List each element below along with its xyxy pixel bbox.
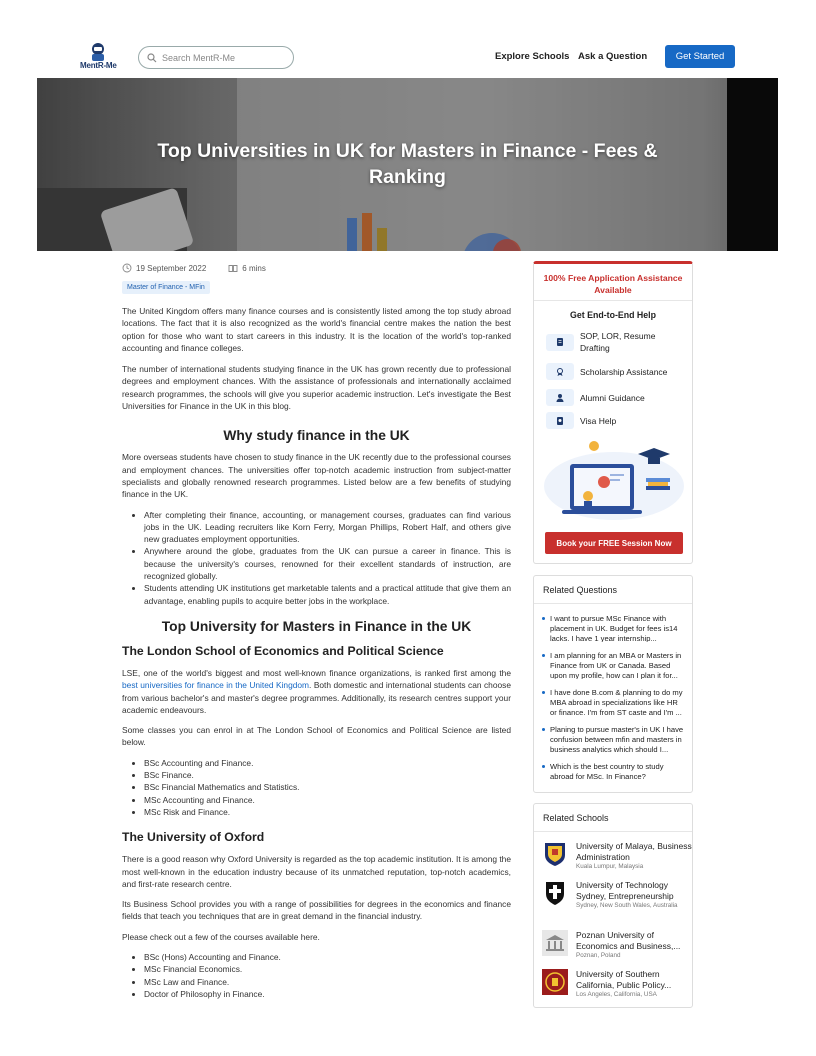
why-list (122, 509, 511, 607)
oxford-paragraph-2: Its Business School provides you with a range of possibilities for degrees in the economics and finance fields that teach you techniques that are in great demand in the financial industry. (122, 899, 511, 922)
intro-paragraph-2: The number of international students studying finance in the UK has grown recently due to professional degrees and employment chances. With the assistance of professionals and internationally acclaimed research programmes, the schools will give you superior academic instruction. Let's investigate the Best Universities for Finance in the UK in this blog. (122, 364, 511, 412)
list-item: • BSc Financial Mathematics and Statistics. (144, 781, 511, 793)
related-questions-title: Related Questions (534, 576, 692, 604)
question-link[interactable]: Planing to pursue master's in UK I have confusion between mfin and masters in business analytics which should I... (542, 725, 684, 753)
top-universities-heading: Top University for Masters in Finance in the UK (161, 618, 472, 634)
usc-seal-icon (542, 969, 568, 995)
feature-label: Scholarship Assistance (580, 366, 668, 377)
feature-scholarship (546, 363, 692, 380)
article-body (122, 262, 511, 1000)
lse-text-b: . Both domestic and international students can choose from various bachelor's and master's degree programmes. Additionally, its research centres support your academic endeavours. (122, 680, 511, 715)
building-icon (542, 930, 568, 956)
feature-label: SOP, LOR, Resume Drafting (580, 331, 656, 353)
lse-paragraph-1 (122, 667, 511, 716)
date-text: 19 September 2022 (136, 263, 207, 273)
search-box[interactable] (138, 46, 294, 69)
page-title: Top Universities in UK for Masters in Finance - Fees & Ranking (157, 140, 658, 188)
category-tag[interactable]: Master of Finance - MFin (122, 281, 210, 294)
school-item[interactable] (542, 841, 692, 870)
list-item: • MSc Law and Finance. (144, 976, 511, 988)
list-item: • Students attending UK institutions get marketable talents and a practical attitude that give them an advantage, enabling pupils to acquire better jobs in the workplace. (144, 582, 511, 607)
assistance-subheading: Get End-to-End Help (569, 310, 656, 320)
list-item: • BSc Accounting and Finance. (144, 757, 511, 769)
logo-text: MentR-Me (80, 61, 117, 70)
book-icon (228, 263, 238, 273)
list-item: • Doctor of Philosophy in Finance. (144, 988, 511, 1000)
related-schools-title: Related Schools (534, 804, 692, 832)
school-name: University of Malaya, Business Administration (576, 841, 692, 862)
list-item: • BSc Finance. (144, 769, 511, 781)
related-questions-list (534, 604, 692, 782)
related-schools-card (533, 803, 693, 1008)
school-location: Poznan, Poland (576, 952, 621, 959)
passport-icon (555, 416, 565, 426)
list-item: • After completing their finance, accounting, or management courses, graduates can find various jobs in the UK. Leading recruiters like Korn Ferry, Morgan Phillips, Robert Half, and others give new graduates employment opportunities. (144, 509, 511, 546)
school-location: Los Angeles, California, USA (576, 991, 657, 998)
search-icon (147, 53, 157, 63)
feature-label: Alumni Guidance (580, 392, 645, 403)
site-header (0, 0, 816, 78)
list-item: • BSc (Hons) Accounting and Finance. (144, 951, 511, 963)
question-link[interactable]: I have done B.com & planning to do my MBA abroad in specializations like HR or finance. I'm from ST caste and I'm ... (542, 688, 684, 716)
student-laptop-illustration (542, 436, 685, 524)
assistance-card (533, 261, 693, 564)
clock-icon (122, 263, 132, 273)
list-item: • MSc Risk and Finance. (144, 806, 511, 818)
feature-visa (546, 412, 692, 429)
list-item: • Anywhere around the globe, graduates from the UK can pursue a career in finance. This is because the university's courses, renowned for their excellent standards of instruction, are recognized globally. (144, 545, 511, 582)
uts-crest-icon (542, 880, 568, 906)
university-malaya-crest-icon (542, 841, 568, 867)
article-meta (122, 262, 511, 274)
search-input[interactable] (162, 53, 282, 63)
question-link[interactable]: Which is the best country to study abroad for MSc. In Finance? (542, 762, 684, 782)
lse-text-a: LSE, one of the world's biggest and most well-known finance organizations, is ranked first among the (122, 667, 511, 678)
school-name: University of Southern California, Public Policy... (576, 969, 672, 990)
school-item[interactable] (542, 969, 692, 998)
school-name: Poznan University of Economics and Business,... (576, 930, 681, 951)
oxford-course-list (122, 951, 511, 1000)
read-time (228, 263, 266, 273)
best-universities-link[interactable]: best universities for finance in the United Kingdom (122, 680, 310, 691)
read-time-text: 6 mins (242, 263, 266, 273)
hero-banner (37, 78, 778, 251)
lse-heading: The London School of Economics and Political Science (122, 643, 444, 658)
book-free-session-button[interactable]: Book your FREE Session Now (545, 532, 683, 554)
feature-sop (546, 330, 692, 354)
question-link[interactable]: I want to pursue MSc Finance with placement in UK. Budget for fees is14 lacks. I have 1 year internship... (542, 614, 684, 642)
document-icon (555, 337, 565, 347)
school-location: Kuala Lumpur, Malaysia (576, 863, 644, 870)
logo-mascot-icon (88, 42, 108, 62)
school-location: Sydney, New South Wales, Australia (576, 902, 678, 909)
nav-explore-schools[interactable]: Explore Schools (495, 51, 570, 62)
assistance-heading: 100% Free Application Assistance Available (534, 264, 692, 301)
list-item: • MSc Accounting and Finance. (144, 794, 511, 806)
oxford-paragraph-3: Please check out a few of the courses available here. (122, 931, 320, 942)
oxford-heading: The University of Oxford (122, 830, 265, 845)
school-item[interactable] (542, 880, 692, 909)
lse-paragraph-2: Some classes you can enrol in at The London School of Economics and Political Science are listed below. (122, 725, 511, 748)
why-heading: Why study finance in the UK (223, 428, 410, 444)
school-item[interactable] (542, 930, 692, 959)
oxford-paragraph-1: There is a good reason why Oxford University is regarded as the top academic institution. It is among the most well-known in the education industry because of its unmatched reputation, top-notch academics, and first-rate research centre. (122, 854, 511, 889)
question-link[interactable]: I am planning for an MBA or Masters in Finance from UK or Canada. Based upon my profile, how can I plan it for... (542, 651, 684, 679)
feature-alumni (546, 389, 692, 406)
feature-label: Visa Help (580, 415, 617, 426)
list-item: • MSc Financial Economics. (144, 963, 511, 975)
alumni-icon (555, 393, 565, 403)
publish-date (122, 263, 206, 273)
why-paragraph: More overseas students have chosen to study finance in the UK recently due to the professional courses and employment chances. The universities offer top-notch academic instruction from subject-matter specialists and globally renowned research programmes. Listed below are a few benefits of studying finance in the UK. (122, 452, 511, 500)
get-started-button[interactable]: Get Started (665, 45, 735, 68)
site-logo[interactable] (80, 42, 124, 72)
scholarship-icon (555, 367, 565, 377)
intro-paragraph-1: The United Kingdom offers many finance courses and is consistently listed among the top study abroad locations. The fact that it is also recognized as the world's financial centre makes the nation the best option for those who want to start careers in this industry. It is the location of the world's top-ranked accounting and finance colleges. (122, 306, 511, 353)
lse-course-list (122, 757, 511, 818)
school-name: University of Technology Sydney, Entrepreneurship (576, 880, 674, 901)
nav-ask-question[interactable]: Ask a Question (578, 51, 648, 62)
related-questions-card (533, 575, 693, 793)
